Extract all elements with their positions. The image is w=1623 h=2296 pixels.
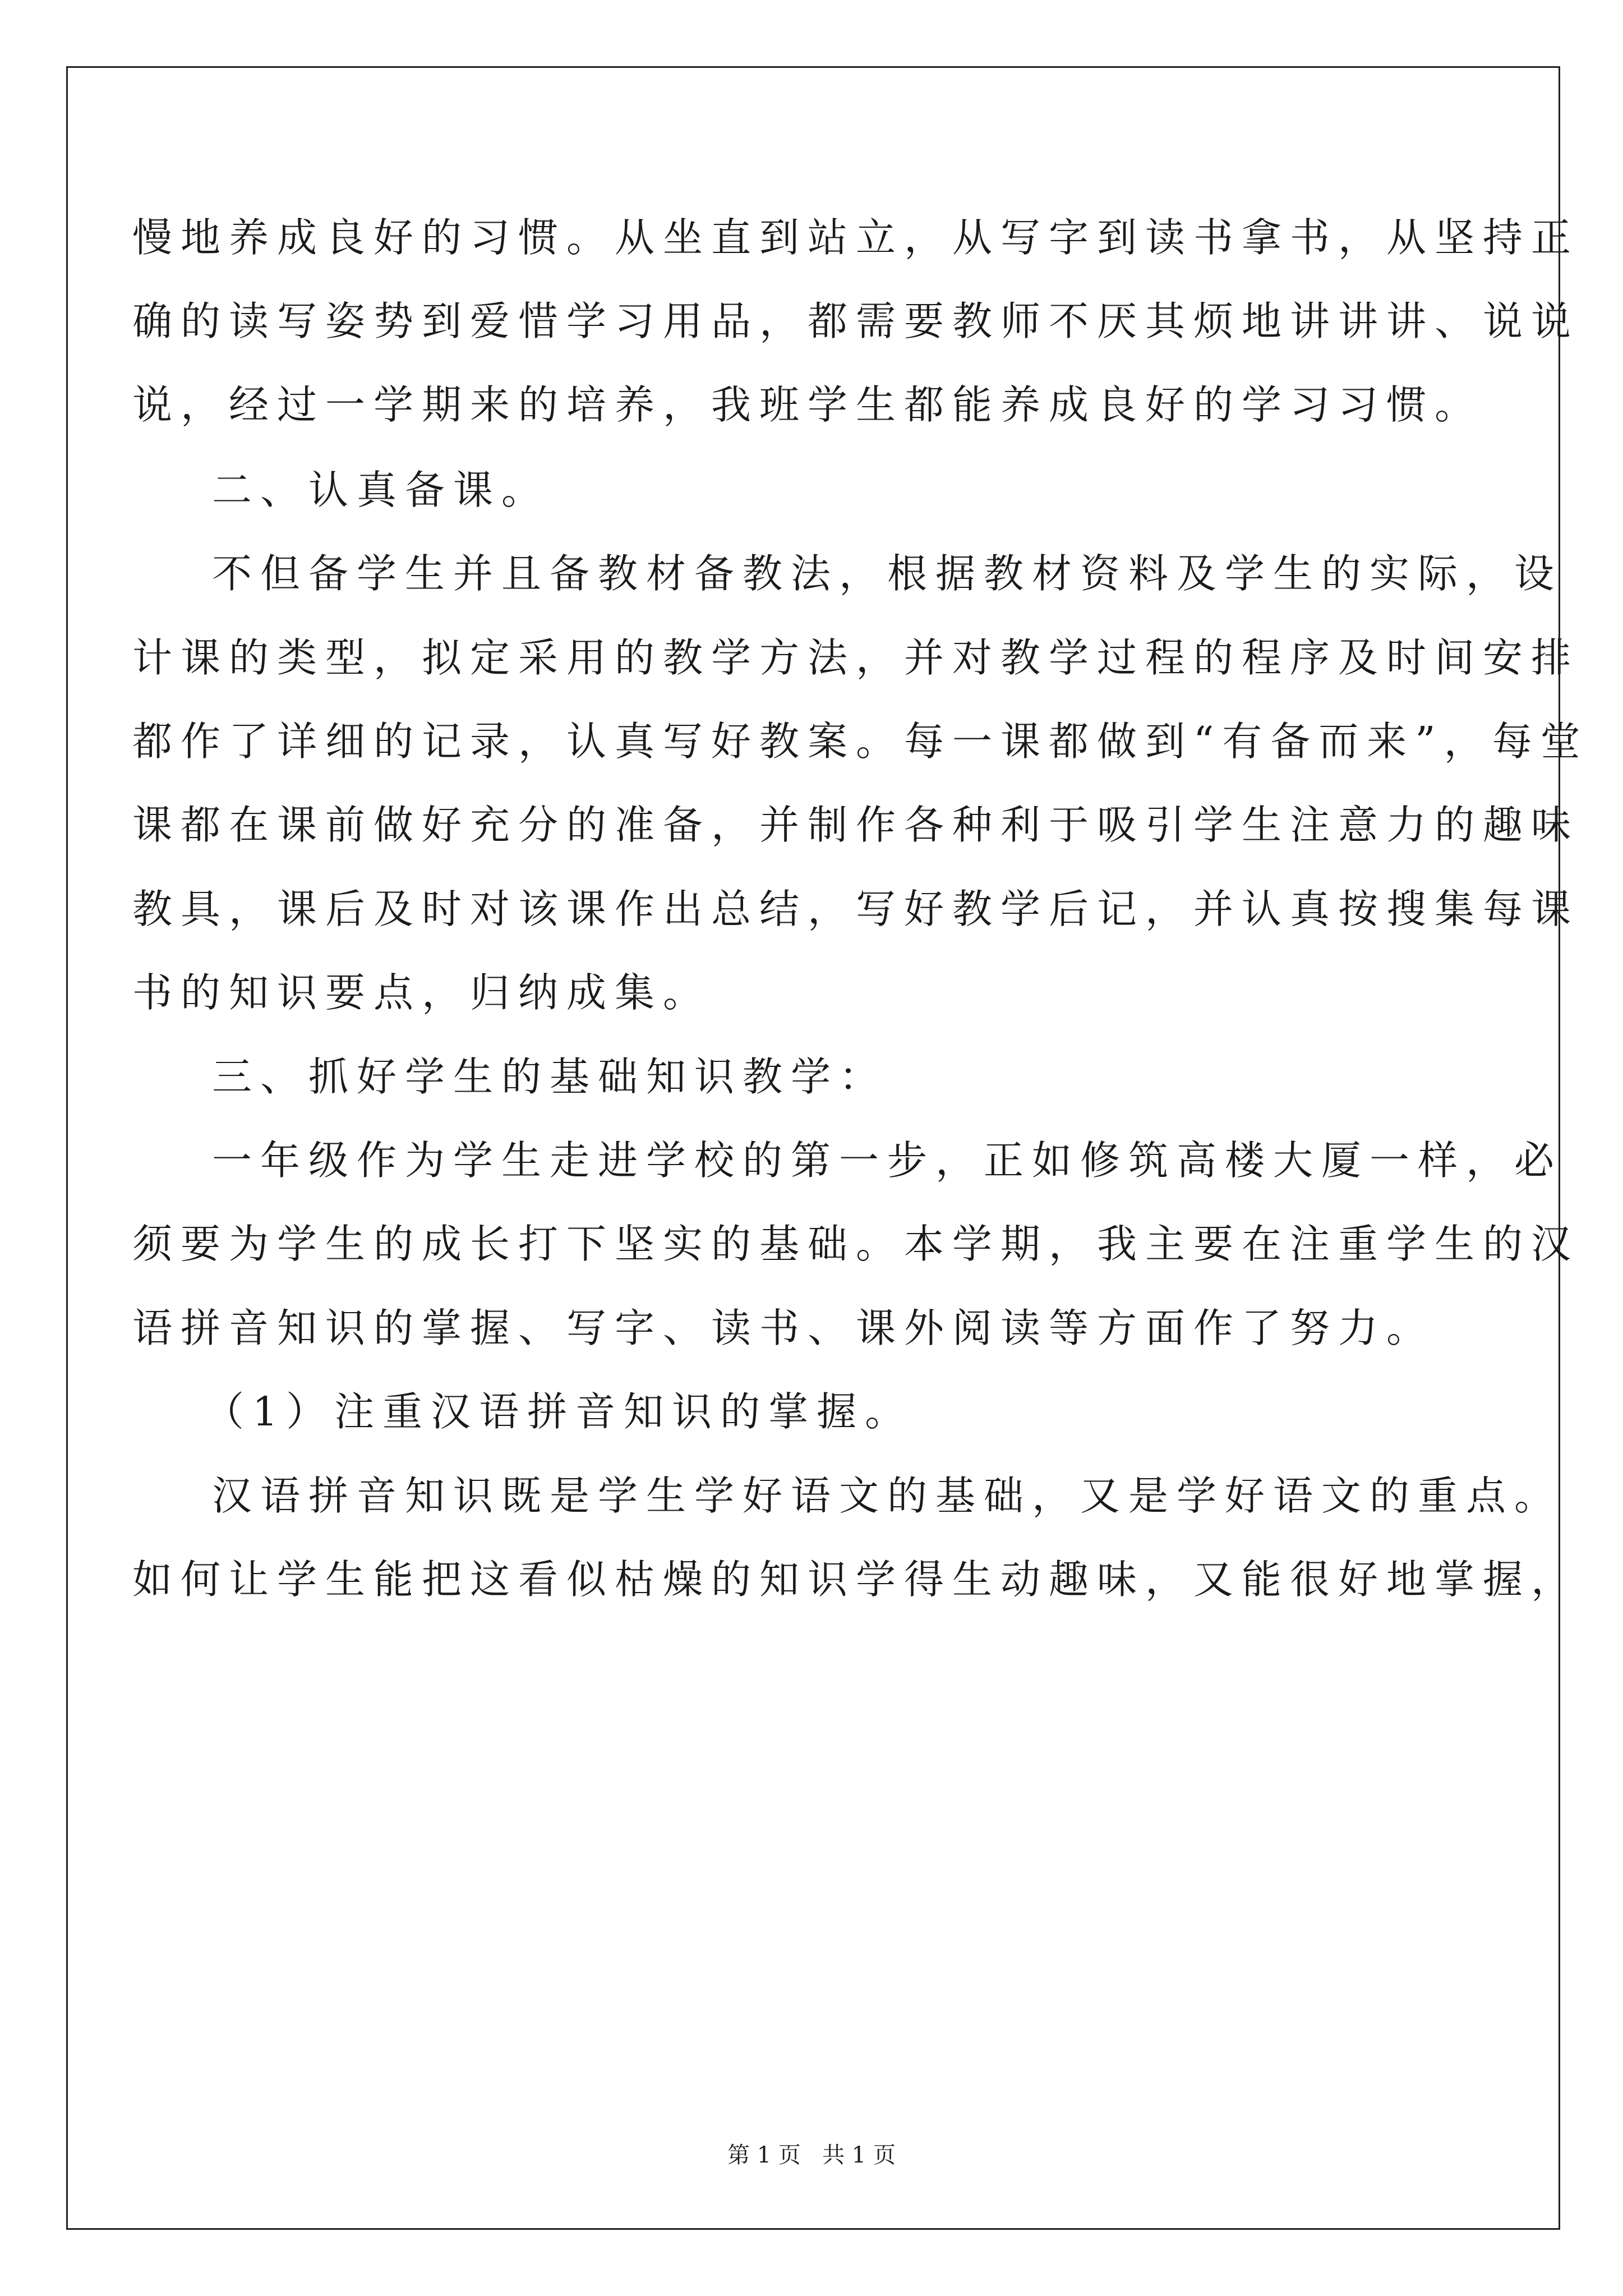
paragraph-line: 一年级作为学生走进学校的第一步，正如修筑高楼大厦一样，必 [212,1137,1563,1184]
paragraph-line: 说，经过一学期来的培养，我班学生都能养成良好的学习习惯。 [132,381,1483,428]
paragraph-line: 确的读写姿势到爱惜学习用品，都需要教师不厌其烦地讲讲讲、说说 [132,298,1580,344]
paragraph-line: 计课的类型，拟定采用的教学方法，并对教学过程的程序及时间安排 [132,634,1580,681]
page-number: 第 1 页 共 1 页 [727,2142,896,2168]
paragraph-line: 书的知识要点，归纳成集。 [132,969,712,1016]
subsection-heading: （1）注重汉语拼音知识的掌握。 [204,1388,914,1435]
paragraph-line: 如何让学生能把这看似枯燥的知识学得生动趣味，又能很好地掌握， [132,1556,1580,1603]
paragraph-line: 须要为学生的成长打下坚实的基础。本学期，我主要在注重学生的汉 [132,1221,1580,1267]
paragraph-line: 汉语拼音知识既是学生学好语文的基础，又是学好语文的重点。 [212,1473,1563,1519]
paragraph-line: 不但备学生并且备教材备教法，根据教材资料及学生的实际，设 [212,550,1563,597]
paragraph-line: 教具，课后及时对该课作出总结，写好教学后记，并认真按搜集每课 [132,886,1580,932]
paragraph-line: 课都在课前做好充分的准备，并制作各种利于吸引学生注意力的趣味 [132,802,1580,848]
section-heading: 三、抓好学生的基础知识教学： [212,1053,888,1100]
paragraph-line: 语拼音知识的掌握、写字、读书、课外阅读等方面作了努力。 [132,1305,1435,1351]
paragraph-line: 慢地养成良好的习惯。从坐直到站立，从写字到读书拿书，从坚持正 [132,214,1580,261]
section-heading: 二、认真备课。 [212,467,550,513]
page-footer [0,2144,1623,2166]
paragraph-line: 都作了详细的记录，认真写好教案。每一课都做到“有备而来”，每堂 [132,718,1589,765]
